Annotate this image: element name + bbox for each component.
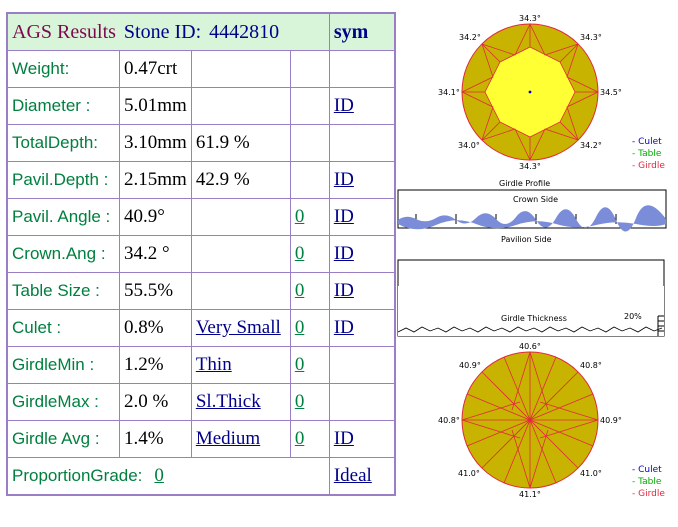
girdle-profile-diagram	[396, 176, 668, 342]
crown-legend-culet: - Culet	[632, 137, 662, 147]
pavilion-angle-right: 40.9°	[600, 416, 622, 425]
row-table-size: Table Size : 55.5% 0 ID	[7, 273, 395, 310]
culet-dot	[529, 91, 532, 94]
pavilion-facet-diagram	[432, 338, 672, 504]
culet-id-link[interactable]: ID	[333, 317, 354, 338]
row-pavil-depth: Pavil.Depth : 2.15mm 42.9 % ID	[7, 162, 395, 199]
pavilion-angle-top: 40.6°	[519, 342, 541, 351]
crown-facet-diagram	[432, 10, 672, 176]
pavil-angle-id-link[interactable]: ID	[333, 206, 354, 227]
pavilion-angle-bottom-left: 41.0°	[458, 469, 480, 478]
girdle-profile-title: Girdle Profile	[499, 179, 551, 188]
diameter-id-link[interactable]: ID	[333, 95, 354, 116]
row-girdle-avg: Girdle Avg : 1.4% Medium 0 ID	[7, 421, 395, 458]
pavilion-angle-bottom: 41.1°	[519, 490, 541, 499]
row-total-depth: TotalDepth: 3.10mm 61.9 %	[7, 125, 395, 162]
pavilion-angle-top-right: 40.8°	[580, 361, 602, 370]
stone-id-label: Stone ID:	[123, 20, 202, 43]
girdle-min-grade-link[interactable]: 0	[294, 354, 305, 375]
crown-angle-left: 34.1°	[438, 88, 460, 97]
sym-header: sym	[329, 13, 395, 51]
pavilion-angle-top-left: 40.9°	[459, 361, 481, 370]
crown-side-label: Crown Side	[513, 195, 559, 204]
pavilion-side-label: Pavilion Side	[501, 235, 552, 244]
girdle-thickness-percent: 20%	[624, 312, 642, 321]
pavilion-angle-left: 40.8°	[438, 416, 460, 425]
girdle-avg-grade-link[interactable]: 0	[294, 428, 305, 449]
row-girdle-max: GirdleMax : 2.0 % Sl.Thick 0	[7, 384, 395, 421]
pavilion-legend-culet: - Culet	[632, 465, 662, 475]
pavilion-legend-girdle: - Girdle	[632, 489, 665, 499]
crown-legend-girdle: - Girdle	[632, 161, 665, 171]
row-weight: Weight: 0.47crt	[7, 51, 395, 88]
crown-legend-table: - Table	[632, 149, 662, 159]
row-diameter: Diameter : 5.01mm ID	[7, 88, 395, 125]
culet-grade-link[interactable]: 0	[294, 317, 305, 338]
results-table	[6, 12, 396, 496]
row-girdle-min: GirdleMin : 1.2% Thin 0	[7, 347, 395, 384]
crown-angle-top-left: 34.2°	[459, 33, 481, 42]
girdle-min-link[interactable]: Thin	[195, 354, 232, 375]
girdle-thickness-label: Girdle Thickness	[501, 314, 567, 323]
table-size-grade-link[interactable]: 0	[294, 280, 305, 301]
crown-angle-top: 34.3°	[519, 14, 541, 23]
crown-angle-top-right: 34.3°	[580, 33, 602, 42]
pavil-depth-id-link[interactable]: ID	[333, 169, 354, 190]
girdle-max-link[interactable]: Sl.Thick	[195, 391, 261, 412]
stone-id-value: 4442810	[209, 20, 280, 43]
girdle-avg-id-link[interactable]: ID	[333, 428, 354, 449]
girdle-avg-link[interactable]: Medium	[195, 428, 261, 449]
crown-angle-bottom-right: 34.2°	[580, 141, 602, 150]
ags-results-title: AGS Results	[12, 20, 116, 43]
proportion-grade-label: ProportionGrade:	[12, 466, 143, 485]
crown-angle-id-link[interactable]: ID	[333, 243, 354, 264]
row-culet: Culet : 0.8% Very Small 0 ID	[7, 310, 395, 347]
girdle-max-grade-link[interactable]: 0	[294, 391, 305, 412]
row-pavil-angle: Pavil. Angle : 40.9° 0 ID	[7, 199, 395, 236]
pavilion-legend-table: - Table	[632, 477, 662, 487]
table-size-id-link[interactable]: ID	[333, 280, 354, 301]
crown-angle-bottom: 34.3°	[519, 162, 541, 171]
row-proportion-grade	[7, 458, 395, 496]
crown-angle-right: 34.5°	[600, 88, 622, 97]
row-crown-angle: Crown.Ang : 34.2 ° 0 ID	[7, 236, 395, 273]
results-header-row	[7, 13, 395, 51]
proportion-grade-link[interactable]: 0	[154, 465, 164, 486]
culet-size-link[interactable]: Very Small	[195, 317, 281, 338]
results-header-cell	[7, 13, 329, 51]
proportion-grade-cell	[7, 458, 329, 496]
pavil-angle-grade-link[interactable]: 0	[294, 206, 305, 227]
crown-angle-bottom-left: 34.0°	[458, 141, 480, 150]
ideal-result-link[interactable]: Ideal	[333, 465, 372, 486]
crown-angle-grade-link[interactable]: 0	[294, 243, 305, 264]
pavilion-angle-bottom-right: 41.0°	[580, 469, 602, 478]
